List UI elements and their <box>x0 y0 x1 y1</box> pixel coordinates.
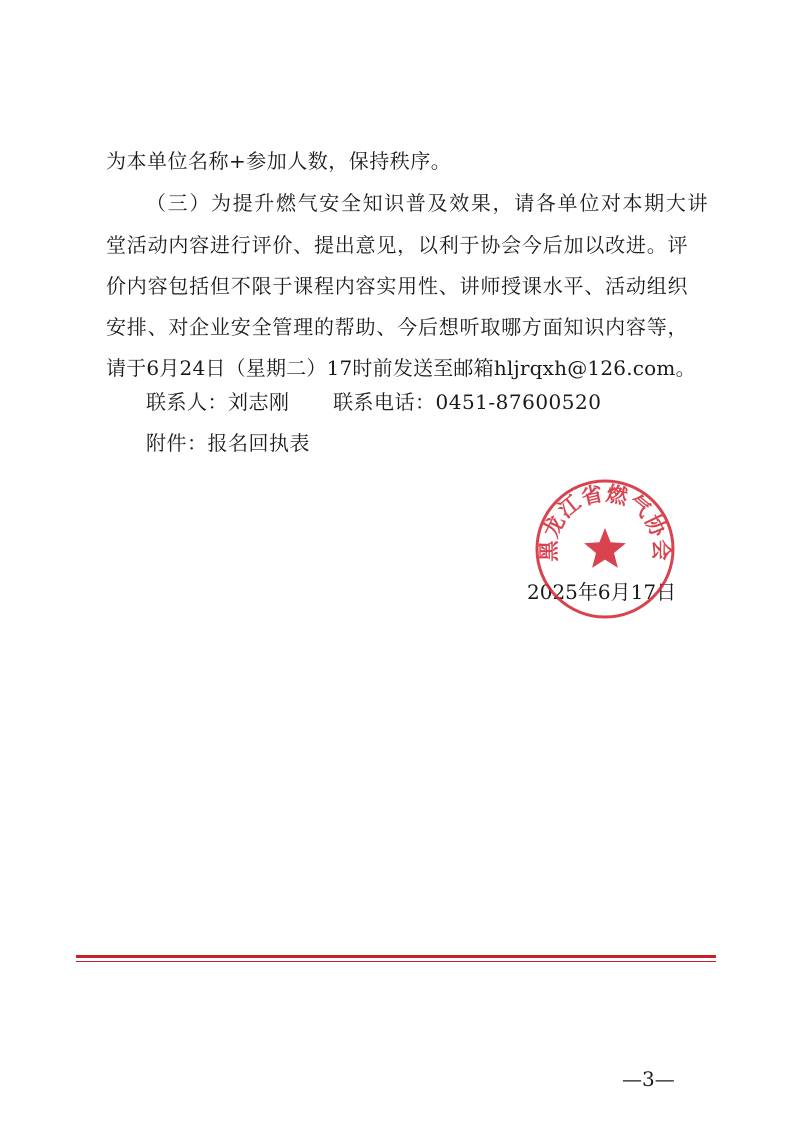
body-line-6: 请于6月24日（星期二）17时前发送至邮箱hljrqxh@126.com。 <box>106 356 696 380</box>
body-line-4: 价内容包括但不限于课程内容实用性、讲师授课水平、活动组织 <box>106 274 688 298</box>
document-date: 2025年6月17日 <box>527 580 677 604</box>
body-line-5: 安排、对企业安全管理的帮助、今后想听取哪方面知识内容等， <box>106 315 688 339</box>
body-line-3: 堂活动内容进行评价、提出意见，以利于协会今后加以改进。评 <box>106 233 688 257</box>
attachment-line: 附件：报名回执表 <box>146 431 310 455</box>
contact-person: 联系人：刘志刚 <box>146 390 290 414</box>
seal-star-icon <box>584 528 626 568</box>
contact-phone: 联系电话：0451-87600520 <box>333 390 602 414</box>
footer-rule-thick <box>76 955 716 958</box>
body-line-2: （三）为提升燃气安全知识普及效果，请各单位对本期大讲 <box>146 191 708 215</box>
footer-rule-thin <box>76 961 716 962</box>
body-line-1: 为本单位名称+参加人数，保持秩序。 <box>106 149 452 173</box>
seal-text: 黑龙江省燃气协会 <box>536 481 674 562</box>
official-seal-icon <box>534 478 676 620</box>
page-number: —3— <box>622 1067 675 1091</box>
